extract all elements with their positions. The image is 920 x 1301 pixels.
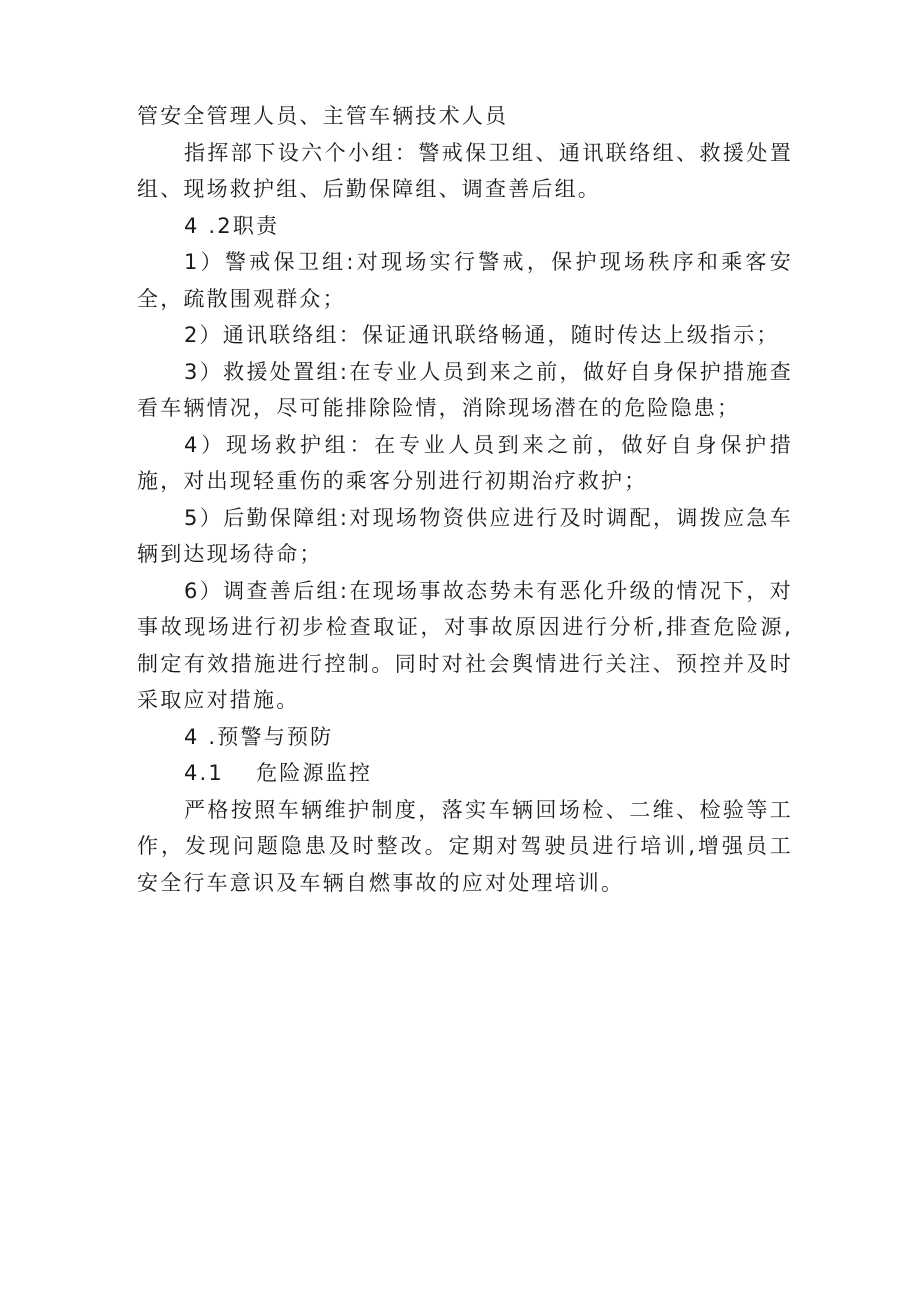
list-item-first-aid-group: 4）现场救护组：在专业人员到来之前，做好自身保护措施，对出现轻重伤的乘客分别进行初期治疗救护； bbox=[137, 432, 793, 493]
list-item-investigation-group: 6）调查善后组:在现场事故态势未有恶化升级的情况下，对事故现场进行初步检查取证，对事故原因进行分析,排查危险源,制定有效措施进行控制。同时对社会舆情进行关注、预控并及时采取应对措施。 bbox=[137, 578, 793, 712]
section-heading-warning-prevention: 4 .预警与预防 bbox=[184, 724, 334, 749]
section-heading-duties: 4 .2职责 bbox=[184, 213, 280, 238]
list-item-logistics-group: 5）后勤保障组:对现场物资供应进行及时调配，调拨应急车辆到达现场待命； bbox=[137, 505, 793, 566]
list-item-security-group: 1）警戒保卫组:对现场实行警戒，保护现场秩序和乘客安全，疏散围观群众； bbox=[137, 250, 793, 311]
list-item-communication-group: 2）通讯联络组：保证通讯联络畅通，随时传达上级指示； bbox=[184, 323, 780, 347]
paragraph-continuation: 管安全管理人员、主管车辆技术人员 bbox=[137, 104, 509, 128]
section-heading-hazard-monitoring: 4.1 危险源监控 bbox=[184, 761, 373, 785]
paragraph-hazard-monitoring: 严格按照车辆维护制度，落实车辆回场检、二维、检验等工作，发现问题隐患及时整改。定期对驾驶员进行培训,增强员工安全行车意识及车辆自燃事故的应对处理培训。 bbox=[137, 797, 793, 895]
document-body bbox=[137, 98, 793, 901]
paragraph-command-groups: 指挥部下设六个小组：警戒保卫组、通讯联络组、救援处置组、现场救护组、后勤保障组、调查善后组。 bbox=[137, 140, 793, 201]
list-item-rescue-group: 3）救援处置组:在专业人员到来之前，做好自身保护措施查看车辆情况，尽可能排除险情，消除现场潜在的危险隐患； bbox=[137, 359, 793, 420]
